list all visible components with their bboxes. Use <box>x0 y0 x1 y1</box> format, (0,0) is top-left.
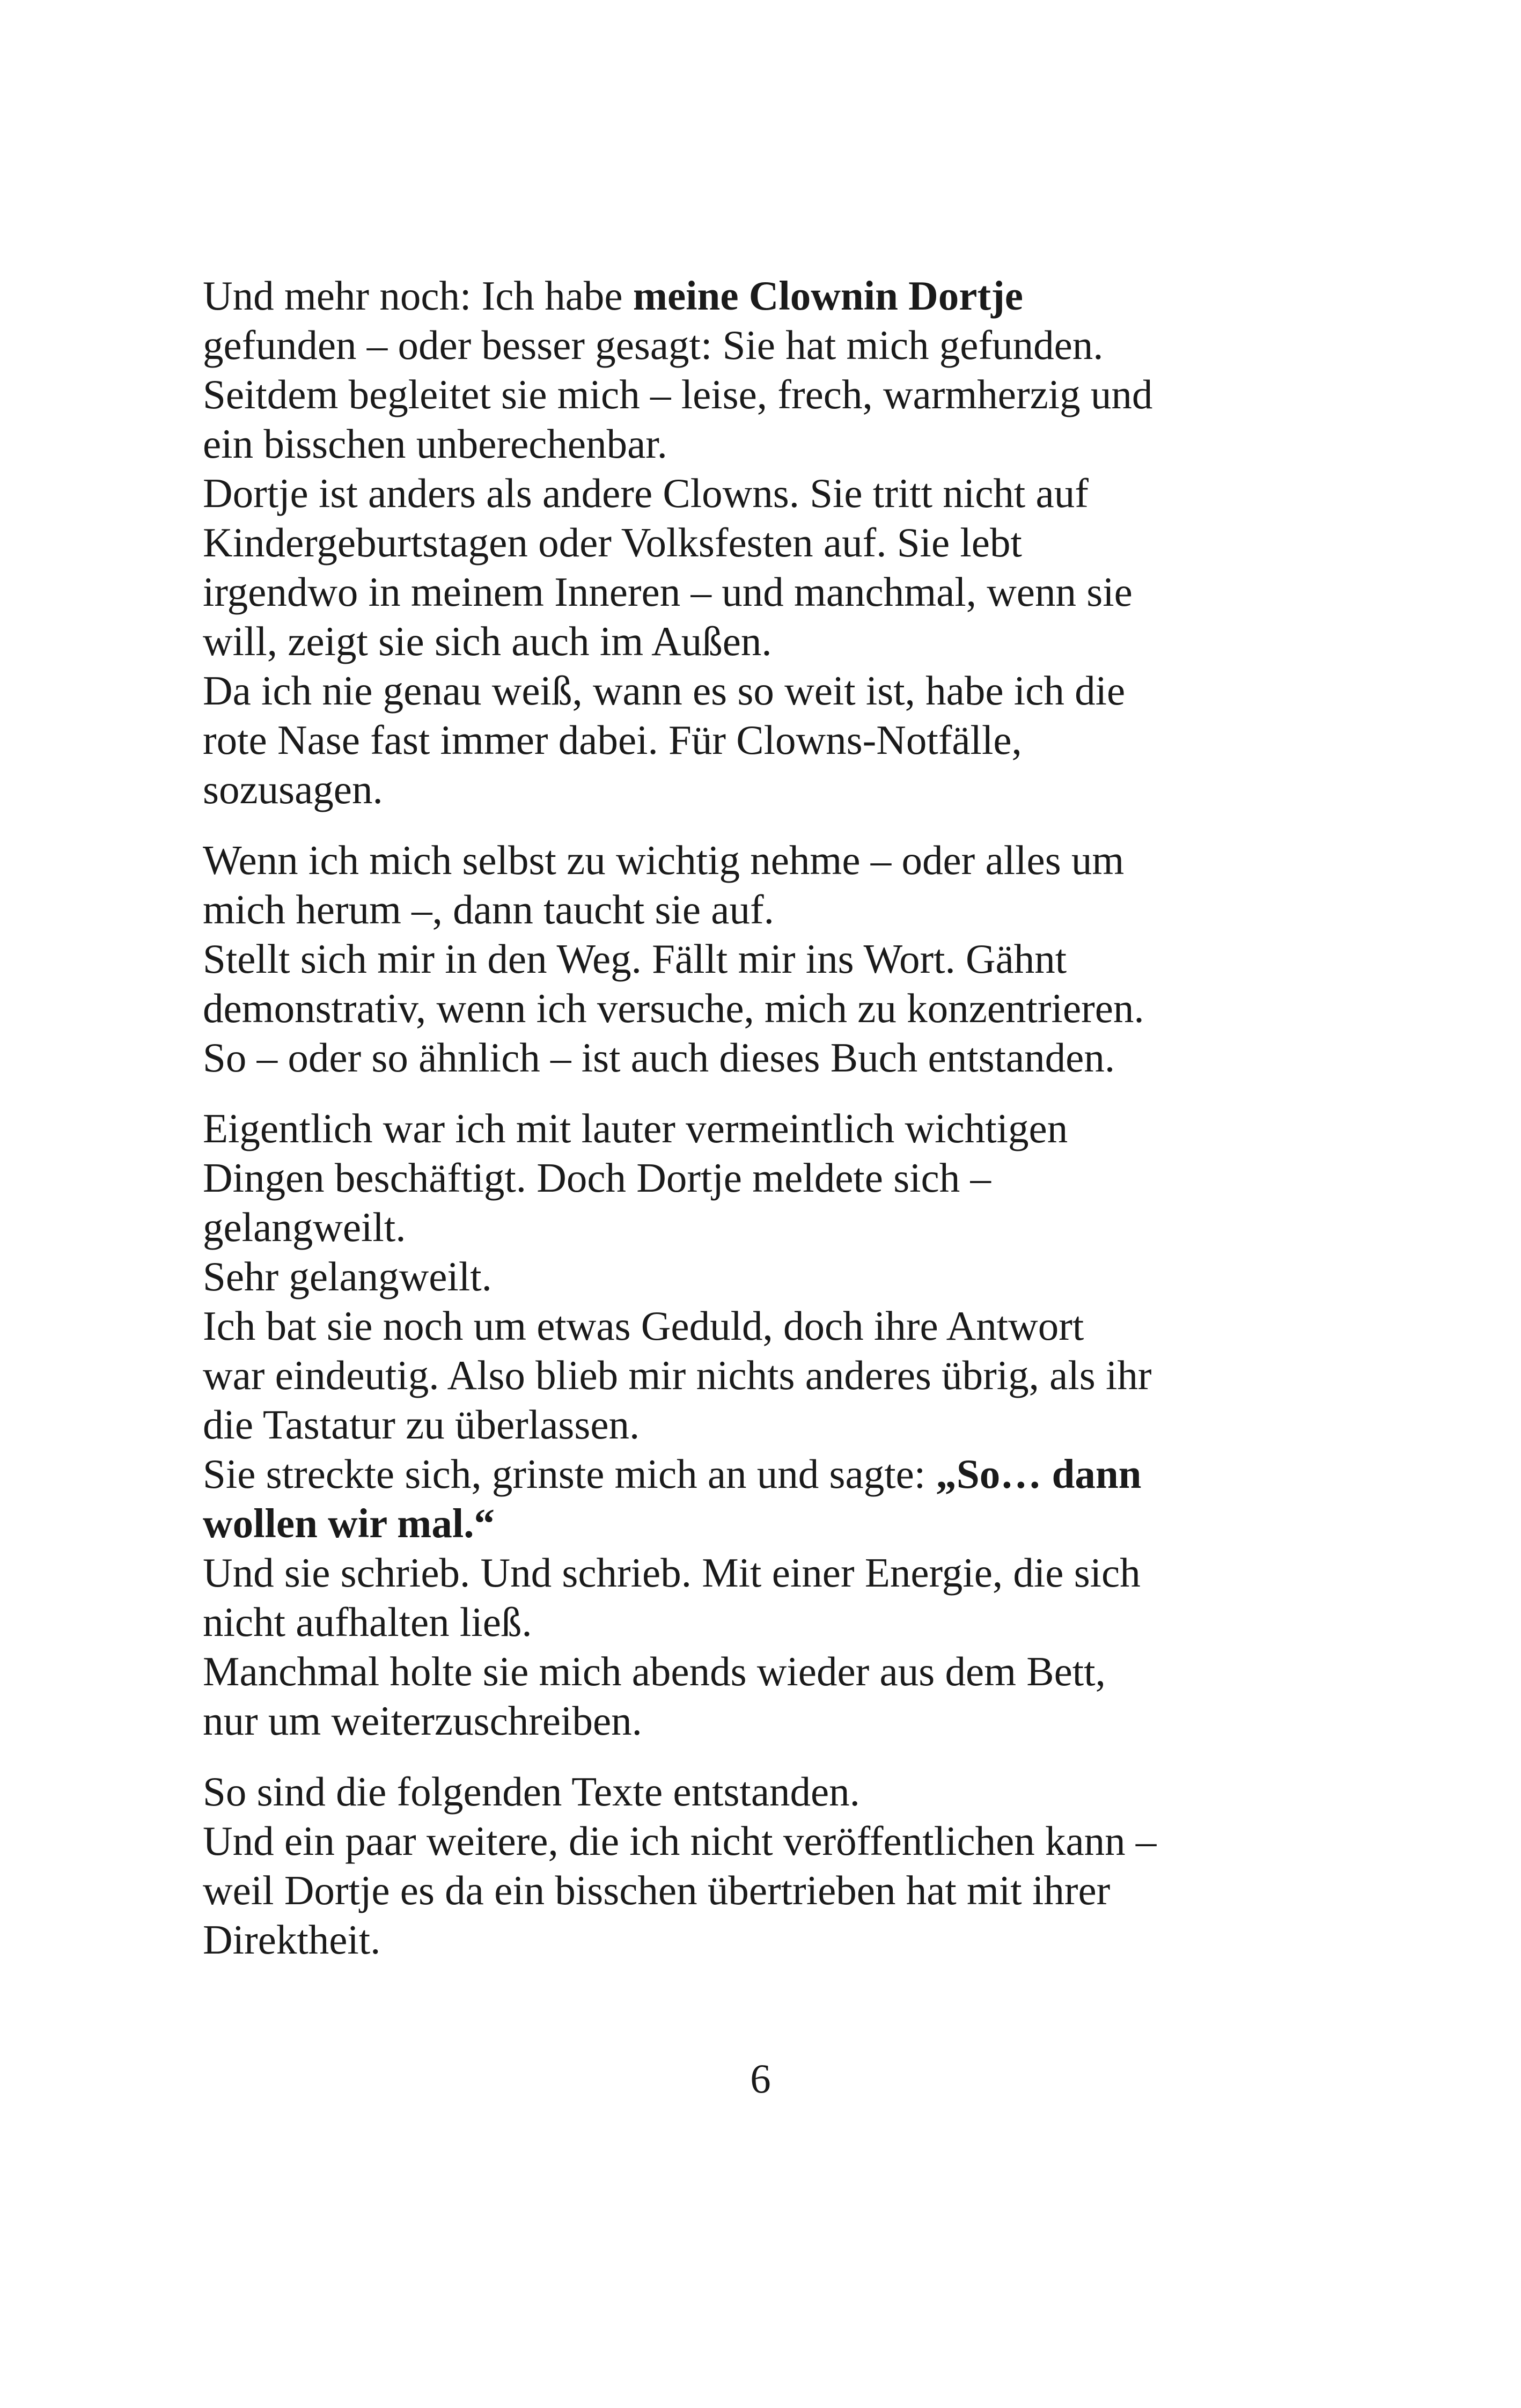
text-line: So sind die folgenden Texte entstanden. <box>203 1768 860 1815</box>
text-line: Dortje ist anders als andere Clowns. Sie tritt nicht auf <box>203 470 1089 516</box>
body-text <box>203 271 1340 1964</box>
text-line: gelangweilt. <box>203 1204 406 1250</box>
bold-quote: „So… dann <box>936 1451 1142 1497</box>
text-line: Manchmal holte sie mich abends wieder aus dem Bett, <box>203 1648 1106 1694</box>
text-line: Und sie schrieb. Und schrieb. Mit einer Energie, die sich <box>203 1550 1141 1596</box>
text-line: Wenn ich mich selbst zu wichtig nehme – oder alles um <box>203 837 1125 883</box>
text-line: irgendwo in meinem Inneren – und manchmal, wenn sie <box>203 569 1133 615</box>
text-line: Und ein paar weitere, die ich nicht veröffentlichen kann – <box>203 1818 1157 1864</box>
paragraph <box>203 271 1340 814</box>
text-line: demonstrativ, wenn ich versuche, mich zu konzentrieren. <box>203 985 1144 1031</box>
text-line: war eindeutig. Also blieb mir nichts anderes übrig, als ihr <box>203 1352 1152 1398</box>
text-line: Kindergeburtstagen oder Volksfesten auf. Sie lebt <box>203 519 1022 566</box>
bold-phrase: meine Clownin Dortje <box>633 273 1023 319</box>
text-line: die Tastatur zu überlassen. <box>203 1401 640 1448</box>
text-line: gefunden – oder besser gesagt: Sie hat mich gefunden. <box>203 322 1104 368</box>
text-line: nur um weiterzuschreiben. <box>203 1698 642 1744</box>
text-line: Dingen beschäftigt. Doch Dortje meldete sich – <box>203 1155 991 1201</box>
text-line: will, zeigt sie sich auch im Außen. <box>203 618 772 664</box>
text-line: Direktheit. <box>203 1917 381 1963</box>
paragraph <box>203 835 1340 1082</box>
bold-quote: wollen wir mal.“ <box>203 1500 495 1546</box>
text-line: nicht aufhalten ließ. <box>203 1599 532 1645</box>
text-line: weil Dortje es da ein bisschen übertrieben hat mit ihrer <box>203 1867 1111 1913</box>
text-line: ein bisschen unberechenbar. <box>203 421 667 467</box>
text-line: Eigentlich war ich mit lauter vermeintlich wichtigen <box>203 1105 1068 1151</box>
text-line <box>203 1499 1340 1548</box>
paragraph <box>203 1104 1340 1745</box>
text-line: Stellt sich mir in den Weg. Fällt mir ins Wort. Gähnt <box>203 936 1067 982</box>
text-line: Sehr gelangweilt. <box>203 1253 492 1300</box>
text-line: Seitdem begleitet sie mich – leise, frech, warmherzig und <box>203 371 1153 417</box>
text-line: Und mehr noch: Ich habe meine Clownin Dortje <box>203 273 1023 319</box>
text-line: Ich bat sie noch um etwas Geduld, doch ihre Antwort <box>203 1303 1084 1349</box>
text-line: Da ich nie genau weiß, wann es so weit ist, habe ich die <box>203 667 1126 714</box>
text-line: So – oder so ähnlich – ist auch dieses Buch entstanden. <box>203 1034 1115 1081</box>
text-line: Sie streckte sich, grinste mich an und sagte: „So… dann <box>203 1451 1142 1497</box>
paragraph <box>203 1767 1340 1964</box>
page-number: 6 <box>750 2055 771 2102</box>
text-line: mich herum –, dann taucht sie auf. <box>203 886 774 933</box>
text-line: sozusagen. <box>203 766 383 812</box>
text-line: rote Nase fast immer dabei. Für Clowns-Notfälle, <box>203 717 1022 763</box>
